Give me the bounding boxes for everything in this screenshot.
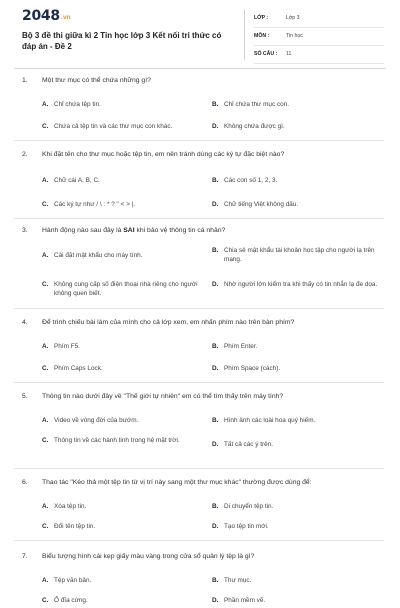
question-emphasis: SAI bbox=[123, 227, 135, 234]
option-text: Chia sẻ mật khẩu tài khoản học tập cho người lạ trên mạng. bbox=[224, 247, 375, 263]
option-text: Chứa cả tệp tin và các thư mục con khác. bbox=[54, 123, 173, 130]
option-letter: B. bbox=[212, 503, 219, 510]
option-letter: D. bbox=[212, 123, 219, 130]
option-a[interactable] bbox=[42, 176, 212, 185]
question-text bbox=[22, 478, 382, 490]
question-separator bbox=[14, 382, 384, 383]
option-c[interactable] bbox=[42, 280, 212, 298]
option-letter: A. bbox=[42, 577, 49, 584]
option-letter: B. bbox=[212, 101, 219, 108]
option-text: Di chuyển tệp tin. bbox=[224, 503, 274, 510]
question-text bbox=[22, 552, 382, 564]
option-letter: A. bbox=[42, 101, 49, 108]
option-c[interactable] bbox=[42, 122, 212, 131]
question-number: 3. bbox=[22, 227, 28, 234]
question-stem: Để trình chiếu bài làm của mình cho cả lớp xem, em nhấn phím nào trên bàn phím? bbox=[42, 319, 295, 326]
option-letter: D. bbox=[212, 597, 219, 604]
question-separator bbox=[14, 140, 384, 141]
question-separator bbox=[14, 468, 384, 469]
option-c[interactable] bbox=[42, 522, 212, 531]
option-letter: A. bbox=[42, 343, 49, 350]
option-d[interactable] bbox=[212, 122, 382, 131]
question-5 bbox=[22, 392, 382, 472]
option-letter: A. bbox=[42, 417, 49, 424]
option-text: Thông tin về các hành tinh trong hệ mặt trời. bbox=[54, 437, 180, 444]
option-letter: C. bbox=[42, 201, 49, 208]
option-letter: D. bbox=[212, 201, 219, 208]
question-number: 6. bbox=[22, 479, 28, 486]
question-number: 5. bbox=[22, 393, 28, 400]
option-text: Chỉ chứa tệp tin. bbox=[54, 101, 101, 108]
option-a[interactable] bbox=[42, 100, 212, 109]
document-title: Bộ 3 đề thi giữa kì 2 Tin học lớp 3 Kết nối tri thức có đáp án - Đề 2 bbox=[22, 31, 222, 51]
question-list bbox=[0, 76, 400, 608]
question-number: 2. bbox=[22, 151, 28, 158]
option-a[interactable] bbox=[42, 502, 212, 511]
option-letter: D. bbox=[212, 281, 219, 288]
question-text bbox=[22, 318, 382, 330]
question-number: 4. bbox=[22, 319, 28, 326]
question-number: 1. bbox=[22, 77, 28, 84]
option-c[interactable] bbox=[42, 364, 212, 373]
meta-value: Lớp 3 bbox=[286, 15, 300, 21]
option-d[interactable] bbox=[212, 200, 382, 209]
option-letter: C. bbox=[42, 281, 49, 288]
meta-row-class bbox=[254, 14, 384, 28]
option-text: Phím Space (cách). bbox=[224, 365, 281, 372]
option-text: Chỉ chứa thư mục con. bbox=[224, 101, 290, 108]
question-4 bbox=[22, 318, 382, 384]
option-text: Không cung cấp số điện thoại nhà riêng cho người không quen biết. bbox=[54, 281, 198, 297]
option-letter: A. bbox=[42, 503, 49, 510]
option-b[interactable] bbox=[212, 576, 382, 585]
option-b[interactable] bbox=[212, 246, 382, 264]
question-stem-end: khi bảo vệ thông tin cá nhân? bbox=[134, 227, 226, 234]
option-letter: B. bbox=[212, 417, 219, 424]
question-text bbox=[22, 150, 382, 162]
option-text: Cài đặt mật khẩu cho máy tính. bbox=[54, 252, 143, 259]
question-stem: Thông tin nào dưới đây về "Thế giới tự nhiên" em có thể tìm thấy trên máy tính? bbox=[42, 393, 284, 400]
option-d[interactable] bbox=[212, 280, 382, 289]
option-text: Phím Enter. bbox=[224, 343, 258, 350]
option-a[interactable] bbox=[42, 576, 212, 585]
question-stem: Hành động nào sau đây là bbox=[42, 227, 124, 234]
meta-row-count bbox=[254, 50, 384, 64]
option-text: Phần mềm vẽ. bbox=[224, 597, 266, 604]
meta-value: 11 bbox=[286, 51, 292, 57]
question-2 bbox=[22, 150, 382, 222]
option-letter: C. bbox=[42, 597, 49, 604]
option-letter: C. bbox=[42, 523, 49, 530]
option-a[interactable] bbox=[42, 251, 212, 260]
logo-suffix: .vn bbox=[60, 14, 71, 21]
option-text: Thư mục. bbox=[224, 577, 252, 584]
option-a[interactable] bbox=[42, 416, 212, 425]
meta-label: MÔN : bbox=[254, 33, 270, 39]
meta-label: LỚP : bbox=[254, 15, 269, 21]
option-c[interactable] bbox=[42, 596, 212, 605]
document-header bbox=[0, 0, 400, 70]
option-letter: C. bbox=[42, 437, 49, 444]
option-a[interactable] bbox=[42, 342, 212, 351]
meta-label: SỐ CÂU : bbox=[254, 51, 278, 57]
option-text: Các con số 1, 2, 3. bbox=[224, 177, 278, 184]
option-d[interactable] bbox=[212, 440, 382, 449]
question-stem: Một thư mục có thể chứa những gì? bbox=[42, 77, 151, 84]
option-text: Chữ tiếng Việt không dấu. bbox=[224, 201, 299, 208]
option-letter: B. bbox=[212, 177, 219, 184]
option-letter: A. bbox=[42, 177, 49, 184]
header-divider bbox=[244, 10, 245, 60]
option-letter: D. bbox=[212, 365, 219, 372]
question-7 bbox=[22, 552, 382, 608]
option-b[interactable] bbox=[212, 100, 382, 109]
option-letter: D. bbox=[212, 523, 219, 530]
meta-row-subject bbox=[254, 32, 384, 46]
option-text: Phím Caps Lock. bbox=[54, 365, 103, 372]
option-c[interactable] bbox=[42, 200, 212, 209]
option-letter: A. bbox=[42, 252, 49, 259]
question-separator bbox=[14, 540, 384, 541]
option-letter: B. bbox=[212, 343, 219, 350]
option-text: Hình ảnh các loài hoa quý hiếm. bbox=[224, 417, 316, 424]
option-text: Chữ cái A, B, C. bbox=[54, 177, 100, 184]
option-letter: C. bbox=[42, 123, 49, 130]
option-b[interactable] bbox=[212, 342, 382, 351]
option-letter: C. bbox=[42, 365, 49, 372]
option-text: Không chứa được gì. bbox=[224, 123, 285, 130]
option-b[interactable] bbox=[212, 416, 382, 425]
option-text: Video về vòng đời của bướm. bbox=[54, 417, 139, 424]
question-stem: Biểu tượng hình cái kẹp giấy màu vàng trong cửa sổ quản lý tệp là gì? bbox=[42, 553, 255, 560]
option-d[interactable] bbox=[212, 364, 382, 373]
option-text: Tệp văn bản. bbox=[54, 577, 92, 584]
question-number: 7. bbox=[22, 553, 28, 560]
option-text: Đổi tên tệp tin. bbox=[54, 523, 96, 530]
exam-meta bbox=[254, 14, 384, 68]
option-c[interactable] bbox=[42, 436, 202, 445]
option-text: Các ký tự như / \ : * ? " < > |. bbox=[54, 201, 136, 208]
question-text bbox=[22, 76, 382, 88]
question-separator bbox=[14, 218, 384, 219]
meta-value: Tin học bbox=[286, 33, 303, 39]
option-text: Nhờ người lớn kiểm tra khi thấy có tin nhắn lạ đe dọa. bbox=[224, 281, 378, 288]
question-text bbox=[22, 392, 382, 404]
option-text: Phím F5. bbox=[54, 343, 80, 350]
question-stem: Khi đặt tên cho thư mục hoặc tệp tin, em nên tránh dùng các ký tự đặc biệt nào? bbox=[42, 151, 285, 158]
option-text: Ổ đĩa cứng. bbox=[54, 597, 88, 604]
option-letter: B. bbox=[212, 577, 219, 584]
question-1 bbox=[22, 76, 382, 142]
option-d[interactable] bbox=[212, 522, 382, 531]
question-text bbox=[22, 226, 382, 238]
option-b[interactable] bbox=[212, 176, 382, 185]
header-separator bbox=[14, 68, 386, 69]
logo-text: 2048 bbox=[22, 8, 60, 24]
site-logo[interactable] bbox=[22, 8, 70, 24]
option-b[interactable] bbox=[212, 502, 382, 511]
option-text: Tất cả các ý trên. bbox=[224, 441, 274, 448]
option-letter: D. bbox=[212, 441, 219, 448]
question-3 bbox=[22, 226, 382, 312]
option-d[interactable] bbox=[212, 596, 382, 605]
option-letter: B. bbox=[212, 247, 219, 254]
question-stem: Thao tác "Kéo thả một tệp tin từ vị trí này sang một thư mục khác" thường được dùng để: bbox=[42, 479, 312, 486]
option-text: Tạo tệp tin mới. bbox=[224, 523, 269, 530]
question-separator bbox=[14, 308, 384, 309]
question-6 bbox=[22, 478, 382, 544]
option-text: Xóa tệp tin. bbox=[54, 503, 87, 510]
